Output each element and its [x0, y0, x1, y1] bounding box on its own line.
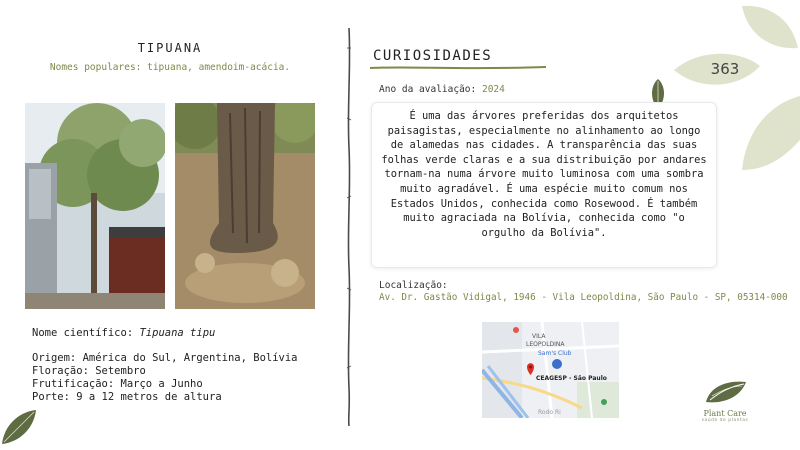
section-title: CURIOSIDADES: [373, 48, 493, 64]
popular-names: Nomes populares: tipuana, amendoim-acácia.: [49, 62, 291, 73]
location-map[interactable]: [482, 322, 619, 418]
curiosity-card: [371, 102, 717, 268]
tree-title: TIPUANA: [137, 41, 203, 55]
map-district-line2: LEOPOLDINA: [526, 341, 565, 348]
tree-number-badge: [700, 40, 750, 100]
map-marker-label: CEAGESP - São Paulo: [536, 375, 607, 382]
location-label: Localização:: [379, 280, 448, 291]
logo-tagline: saúde de plantas: [701, 418, 749, 423]
logo-name: Plant Care: [703, 409, 747, 418]
fruiting: Frutificação: Março a Junho: [32, 378, 203, 390]
tree-canopy-photo: [25, 103, 165, 309]
column-divider: [343, 28, 355, 426]
scientific-name-line: [32, 327, 298, 340]
map-district-line1: VILA: [532, 333, 546, 340]
year-value: 2024: [481, 84, 505, 95]
tree-info: [32, 327, 298, 404]
leaf-decoration-bottom-left: [0, 406, 40, 446]
size: Porte: 9 a 12 metros de altura: [32, 391, 222, 403]
plant-care-leaf-icon: [702, 378, 748, 404]
tree-trunk-photo: [175, 103, 315, 309]
flowering: Floração: Setembro: [32, 365, 146, 377]
curiosity-text: É uma das árvores preferidas dos arquitetos paisagistas, especialmente no alinhamento ao longo de alamedas nas cidades. A transparência das suas folhas verde claras e a sua distribuição por andares tornam-na numa árvore muito luminosa com uma sombra muito agradável. É uma espécie muito comum nos Estados Unidos, conhecida como Rosewood. É também muito agraciada na Bolívia, conhecida como "o orgulho da Bolívia".: [381, 110, 707, 239]
scientific-label: Nome científico:: [32, 327, 134, 339]
scientific-value: Tipuana tipu: [139, 327, 216, 339]
section-title-underline: [370, 64, 546, 72]
location-address: Av. Dr. Gastão Vidigal, 1946 - Vila Leopoldina, São Paulo - SP, 05314-000: [379, 292, 788, 303]
tree-number: 363: [710, 60, 740, 78]
year-label: Ano da avaliação:: [379, 84, 477, 95]
map-poi-label: Sam's Club: [538, 350, 572, 357]
origin: Origem: América do Sul, Argentina, Bolívia: [32, 352, 298, 364]
evaluation-year-line: [379, 84, 505, 95]
plant-care-logo: [690, 378, 760, 428]
map-road-label: Rodo Ri: [538, 409, 561, 416]
